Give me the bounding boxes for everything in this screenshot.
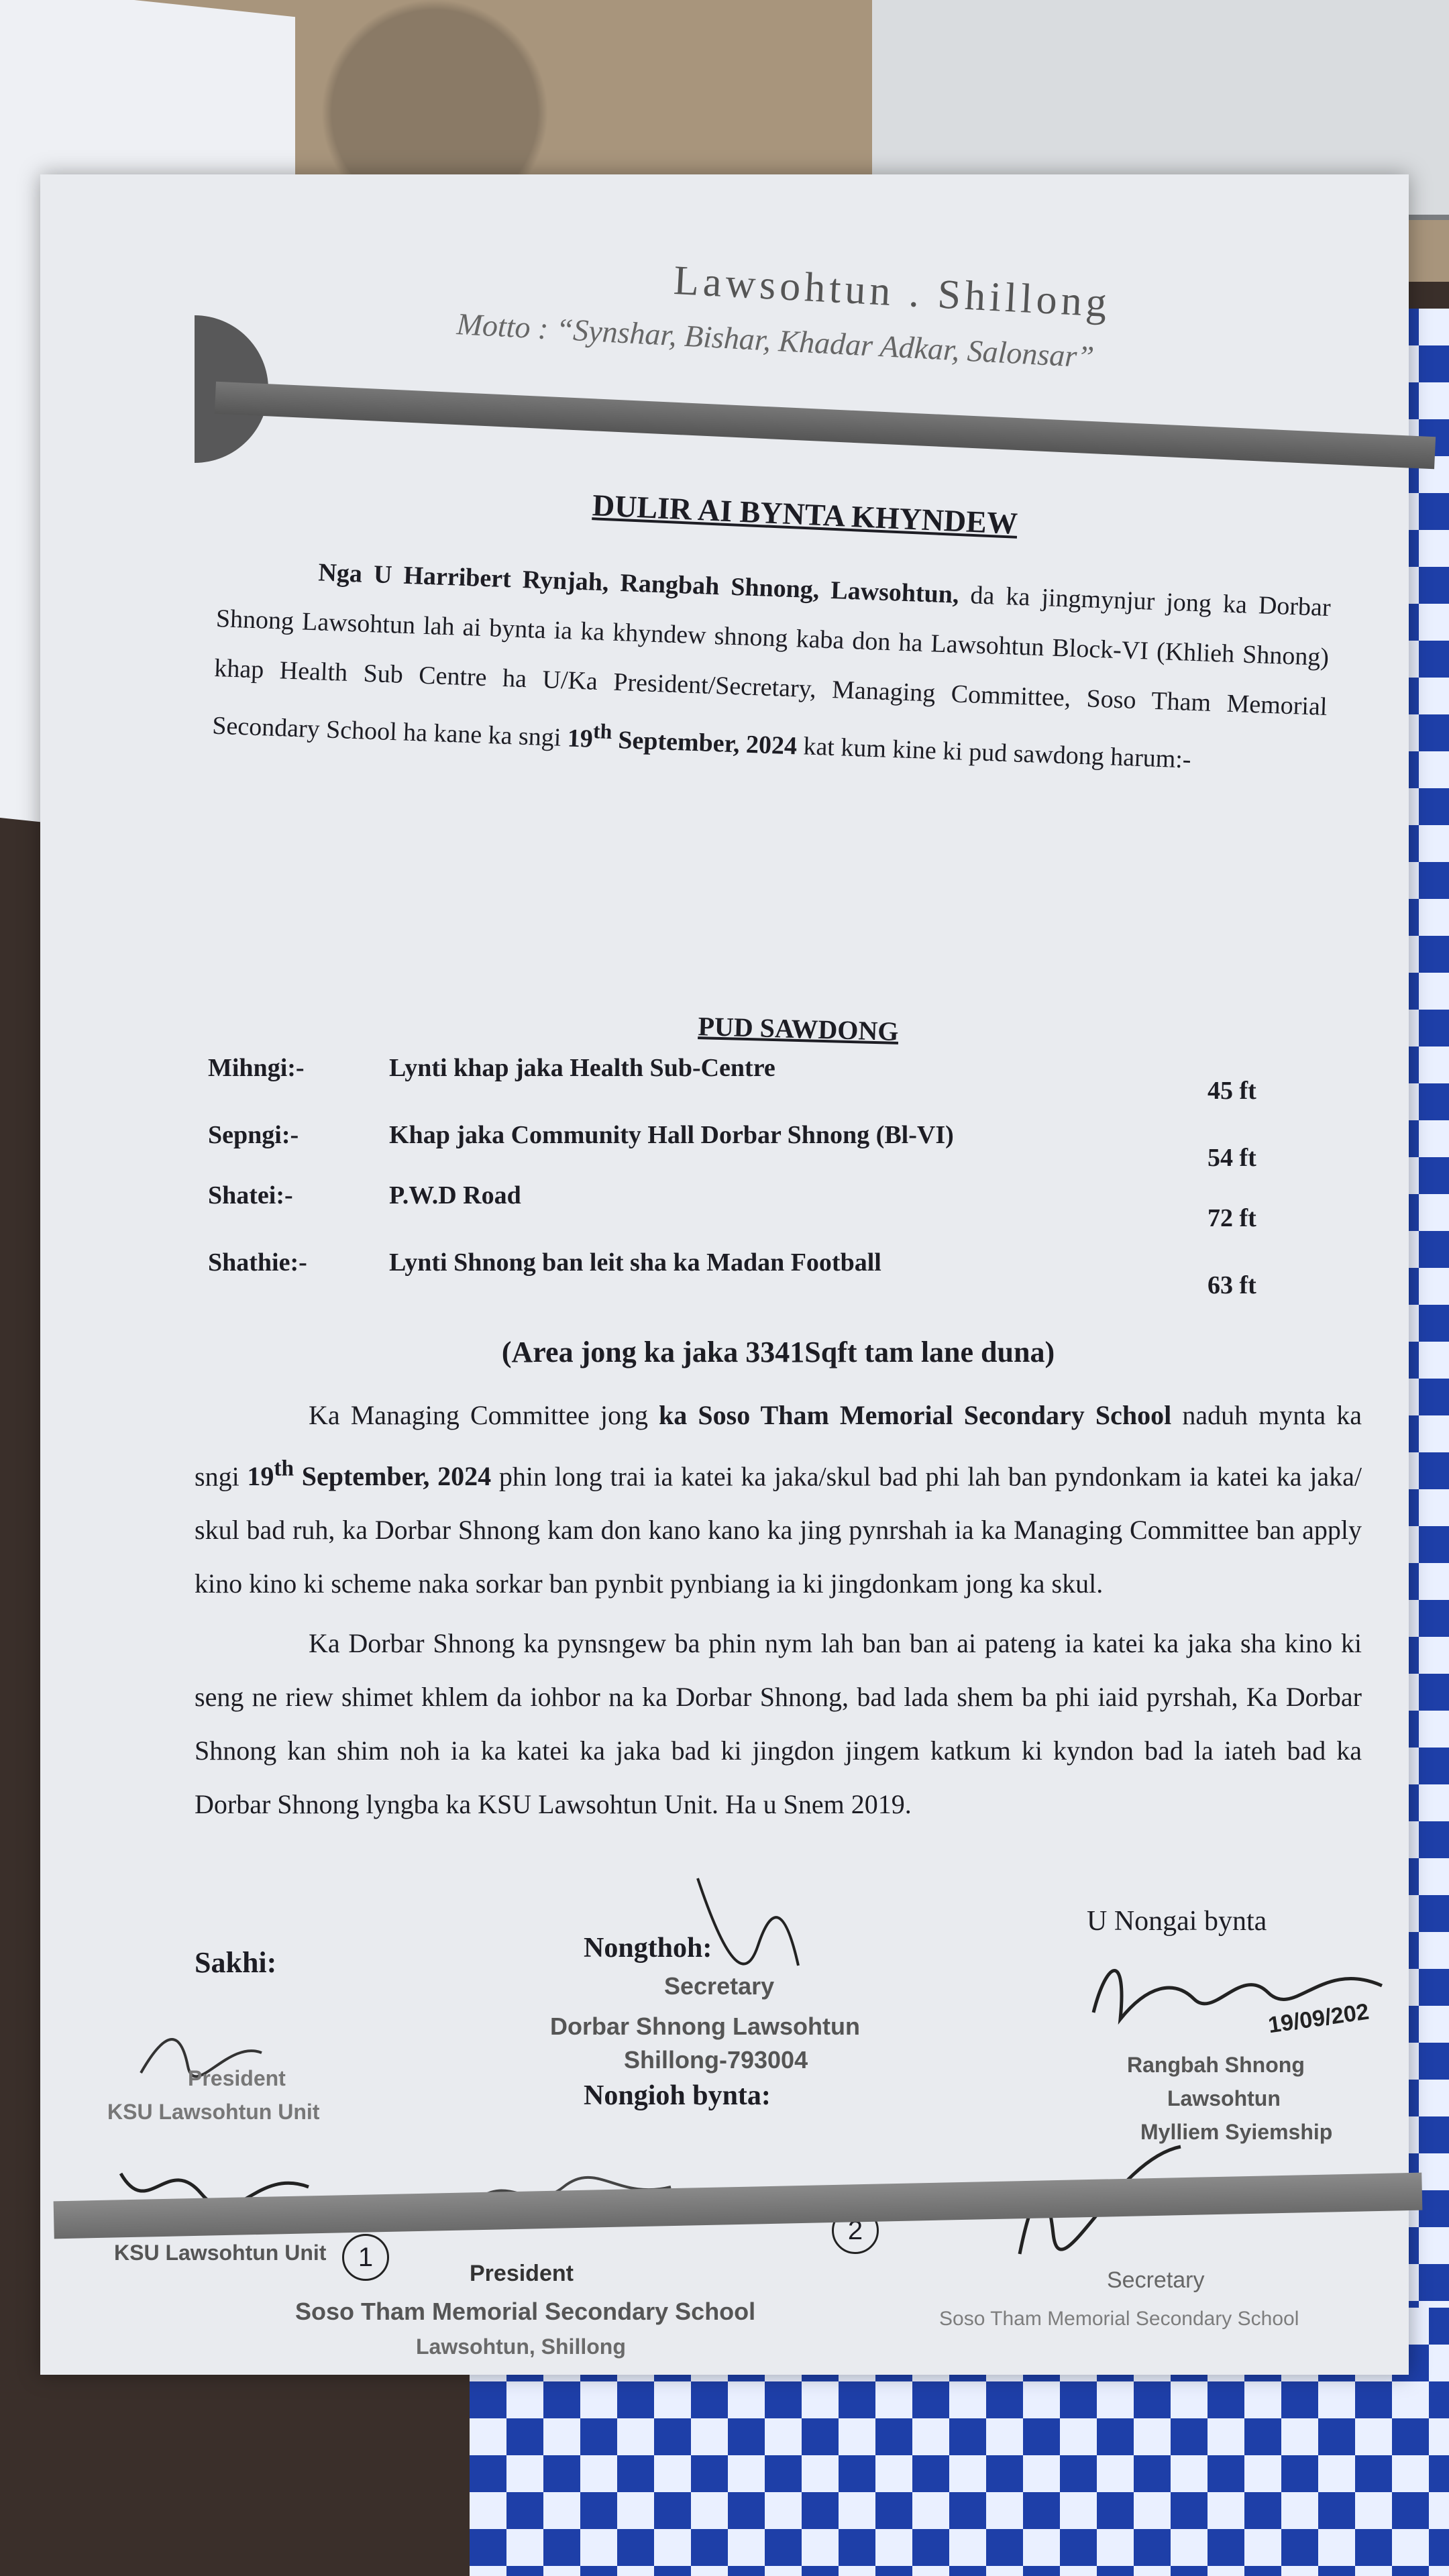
header-title: Lawsohtun . Shillong bbox=[672, 257, 1112, 327]
rangbah-date: 19/09/202 bbox=[1267, 1998, 1371, 2039]
paragraph-dorbar-notice bbox=[195, 1617, 1362, 1831]
school-secretary-title: Secretary bbox=[1107, 2267, 1205, 2293]
motto: Motto : “Synshar, Bishar, Khadar Adkar, Salonsar” bbox=[455, 307, 1095, 374]
mark-circle-2: 2 bbox=[832, 2207, 879, 2254]
intro-text-end: kat kum kine ki pud sawdong harum:- bbox=[796, 732, 1192, 774]
boundary-distance: 54 ft bbox=[1208, 1144, 1256, 1172]
boundary-direction: Sepngi:- bbox=[208, 1121, 299, 1149]
school-name-stamp-right: Soso Tham Memorial Secondary School bbox=[939, 2308, 1299, 2330]
intro-text: da ka jingmynjur jong ka Dorbar Shnong Lawsohtun lah ai bynta ia ka khyndew shnong kaba don ha Lawsohtun Block-VI (Khlieh Shnong) khap Health Sub Centre ha U/Ka President/Secretary, Managing Committee, Soso Tham Memorial Secondary School ha kane ka sngi bbox=[211, 580, 1332, 753]
secretary-signature bbox=[684, 1865, 818, 1999]
rangbah-stamp-place: Lawsohtun bbox=[1167, 2086, 1281, 2110]
boundary-direction: Shatei:- bbox=[208, 1181, 293, 1210]
boundaries-title: PUD SAWDONG bbox=[698, 1011, 899, 1046]
boundary-distance: 45 ft bbox=[1208, 1077, 1256, 1105]
boundary-description: Khap jaka Community Hall Dorbar Shnong (Bl-VI) bbox=[389, 1121, 954, 1149]
rangbah-stamp-title: Rangbah Shnong bbox=[1127, 2053, 1305, 2077]
boundary-distance: 72 ft bbox=[1208, 1204, 1256, 1232]
ksu-gensec-stamp-unit: KSU Lawsohtun Unit bbox=[114, 2241, 327, 2265]
secretary-stamp-org: Dorbar Shnong Lawsohtun bbox=[550, 2012, 860, 2040]
para1-school: ka Soso Tham Memorial Secondary School bbox=[659, 1400, 1172, 1430]
para2-text: Ka Dorbar Shnong ka pynsngew ba phin nym lah ban ban ai pateng ia katei ka jaka sha kino ki seng ne riew shimet khlem da iohbor na ka Dorbar Shnong, bad lada shem ba phi iaid pyrshah, Ka Dorbar Shnong kan shim noh ia ka katei ka jaka bad ki jingdon jingem katkum ki kyndon bad la iateh bad ka Dorbar Shnong lyngba ka KSU Lawsohtun Unit. Ha u Snem 2019. bbox=[195, 1628, 1362, 1819]
boundary-distance: 63 ft bbox=[1208, 1271, 1256, 1299]
document-paper bbox=[40, 174, 1409, 2375]
intro-date-sup: th bbox=[592, 718, 613, 743]
secretary-stamp-title: Secretary bbox=[664, 1972, 775, 2000]
intro-date-day: 19 bbox=[567, 724, 594, 753]
school-name-stamp: Soso Tham Memorial Secondary School bbox=[295, 2298, 756, 2325]
para1-end: phin long trai ia katei ka jaka/skul bad phi lah ban pyndonkam ia katei ka jaka/ skul bad ruh, ka Dorbar Shnong kam don kano kano ka jing pynrshah ia ka Managing Committee ban apply kino kino ki scheme naka sorkar ban pynbit pynbiang ia ki jingdonkam jong ka skul. bbox=[195, 1461, 1362, 1599]
boundary-description: P.W.D Road bbox=[389, 1181, 521, 1210]
boundary-direction: Shathie:- bbox=[208, 1248, 307, 1277]
school-president-title: President bbox=[470, 2261, 574, 2286]
para1-date-sup: th bbox=[274, 1456, 294, 1481]
para1-date-day: 19 bbox=[247, 1461, 274, 1492]
nongioh-label: Nongioh bynta: bbox=[584, 2080, 771, 2111]
boundary-description: Lynti Shnong ban leit sha ka Madan Football bbox=[389, 1248, 881, 1277]
school-location-stamp: Lawsohtun, Shillong bbox=[416, 2334, 626, 2359]
rangbah-stamp-region: Mylliem Syiemship bbox=[1140, 2120, 1333, 2144]
ksu-president-stamp-unit: KSU Lawsohtun Unit bbox=[107, 2100, 320, 2124]
intro-lead: Nga U Harribert Rynjah, Rangbah Shnong, Lawsohtun, bbox=[317, 558, 960, 609]
sakhi-label: Sakhi: bbox=[195, 1946, 277, 1979]
boundary-direction: Mihngi:- bbox=[208, 1054, 305, 1082]
nongthoh-label: Nongthoh: bbox=[584, 1933, 712, 1964]
paragraph-managing-committee bbox=[195, 1389, 1362, 1611]
mark-circle-1: 1 bbox=[342, 2234, 389, 2281]
document-title: DULIR AI BYNTA KHYNDEW bbox=[592, 488, 1018, 541]
nongai-label: U Nongai bynta bbox=[1087, 1906, 1267, 1937]
para1-start: Ka Managing Committee jong bbox=[309, 1400, 659, 1430]
para1-mid: naduh mynta ka sngi bbox=[195, 1400, 1362, 1492]
secretary-stamp-place: Shillong-793004 bbox=[624, 2046, 808, 2074]
para1-date-rest: September, 2024 bbox=[294, 1461, 492, 1492]
header-divider-band bbox=[215, 382, 1436, 470]
area-statement: (Area jong ka jaka 3341Sqft tam lane duna) bbox=[501, 1336, 1055, 1368]
intro-date-rest: September, 2024 bbox=[611, 725, 798, 761]
intro-paragraph bbox=[211, 544, 1332, 789]
boundary-description: Lynti khap jaka Health Sub-Centre bbox=[389, 1054, 775, 1082]
ksu-president-stamp-title: President bbox=[188, 2066, 286, 2090]
